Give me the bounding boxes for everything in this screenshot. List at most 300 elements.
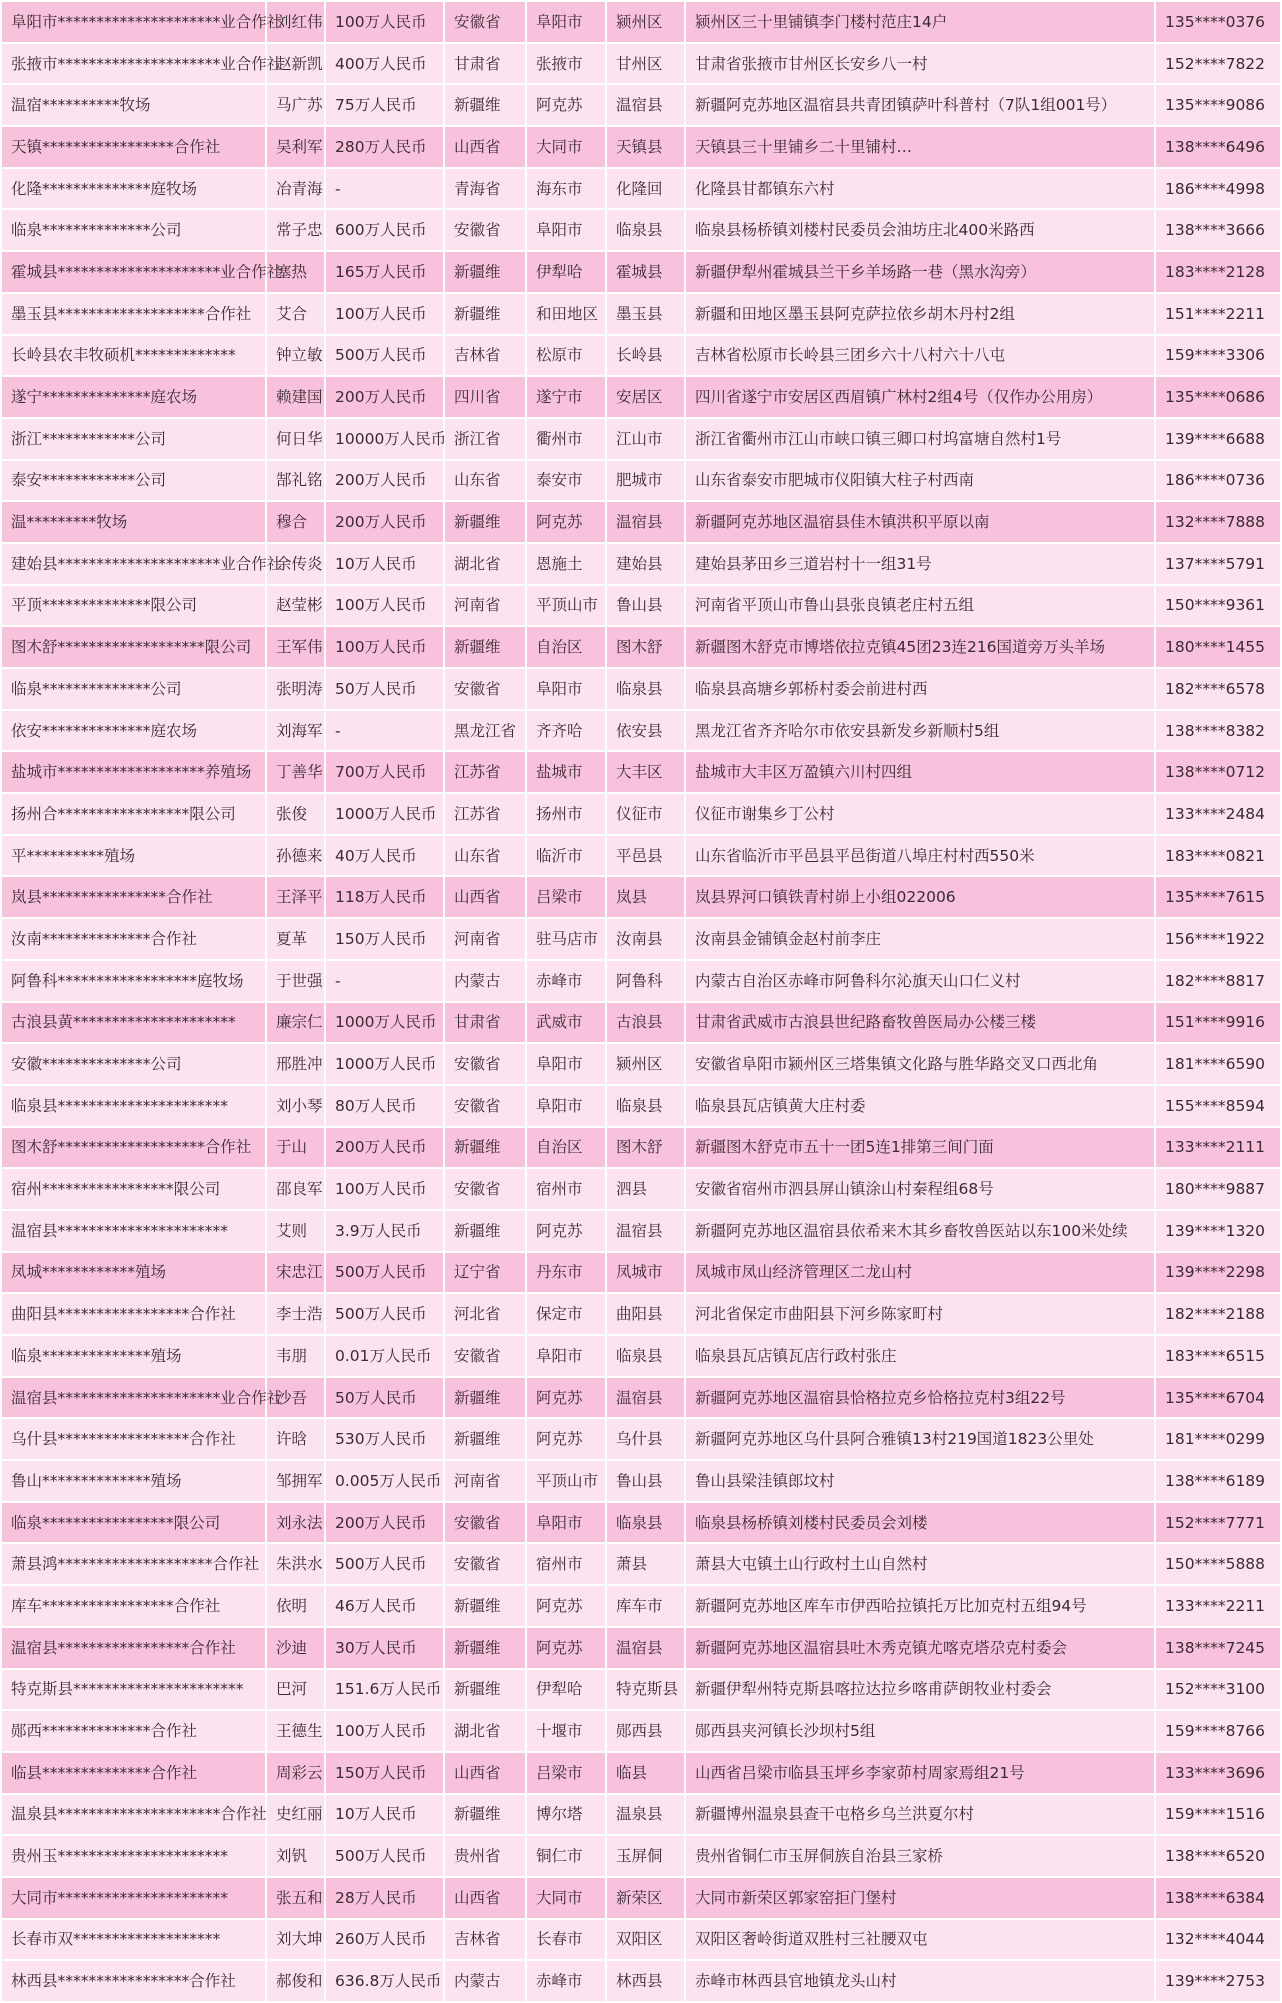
phone-cell: 133****3696 [1155,1752,1281,1794]
phone-cell: 138****7245 [1155,1627,1281,1669]
table-row [1,1627,1281,1669]
legal-rep-cell: 赵莹彬 [266,585,325,627]
registered-capital-cell: 1000万人民币 [325,1002,444,1044]
address-cell: 新疆和田地区墨玉县阿克萨拉依乡胡木丹村2组 [685,293,1155,335]
phone-cell: 138****6189 [1155,1460,1281,1502]
company-name-cell: 长岭县农丰牧硕机************* [1,335,266,377]
city-cell: 平顶山市 [526,585,606,627]
legal-rep-cell: 刘大坤 [266,1919,325,1961]
registered-capital-cell: - [325,710,444,752]
address-cell: 河北省保定市曲阳县下河乡陈家町村 [685,1293,1155,1335]
province-cell: 山东省 [444,835,526,877]
county-cell: 颍州区 [606,1,685,43]
phone-cell: 138****8382 [1155,710,1281,752]
county-cell: 泗县 [606,1168,685,1210]
county-cell: 依安县 [606,710,685,752]
table-row [1,1710,1281,1752]
legal-rep-cell: 沙吾 [266,1377,325,1419]
table-row [1,1794,1281,1836]
registered-capital-cell: 118万人民币 [325,876,444,918]
address-cell: 山东省泰安市肥城市仪阳镇大柱子村西南 [685,460,1155,502]
company-name-cell: 遂宁**************庭农场 [1,376,266,418]
city-cell: 阿克苏 [526,1377,606,1419]
province-cell: 辽宁省 [444,1252,526,1294]
company-name-cell: 天镇*****************合作社 [1,126,266,168]
legal-rep-cell: 王德生 [266,1710,325,1752]
city-cell: 博尔塔 [526,1794,606,1836]
registered-capital-cell: 530万人民币 [325,1418,444,1460]
registered-capital-cell: 280万人民币 [325,126,444,168]
address-cell: 盐城市大丰区万盈镇六川村四组 [685,751,1155,793]
company-name-cell: 温宿县*********************业合作社 [1,1377,266,1419]
province-cell: 吉林省 [444,335,526,377]
table-row [1,1377,1281,1419]
province-cell: 河北省 [444,1293,526,1335]
company-name-cell: 依安**************庭农场 [1,710,266,752]
phone-cell: 181****6590 [1155,1043,1281,1085]
province-cell: 新疆维 [444,1127,526,1169]
company-name-cell: 宿州*****************限公司 [1,1168,266,1210]
province-cell: 黑龙江省 [444,710,526,752]
province-cell: 新疆维 [444,1669,526,1711]
company-name-cell: 温*********牧场 [1,501,266,543]
legal-rep-cell: 郜礼铭 [266,460,325,502]
county-cell: 大丰区 [606,751,685,793]
legal-rep-cell: 赵新凯 [266,43,325,85]
phone-cell: 159****8766 [1155,1710,1281,1752]
phone-cell: 150****9361 [1155,585,1281,627]
address-cell: 新疆图木舒克市博塔依拉克镇45团23连216国道旁万头羊场 [685,626,1155,668]
registered-capital-cell: 100万人民币 [325,626,444,668]
phone-cell: 133****2111 [1155,1127,1281,1169]
legal-rep-cell: 穆合 [266,501,325,543]
city-cell: 宿州市 [526,1168,606,1210]
address-cell: 郧西县夹河镇长沙坝村5组 [685,1710,1155,1752]
city-cell: 临沂市 [526,835,606,877]
legal-rep-cell: 孙德来 [266,835,325,877]
address-cell: 临泉县杨桥镇刘楼村民委员会油坊庄北400米路西 [685,209,1155,251]
table-row [1,1460,1281,1502]
company-name-cell: 图木舒*******************限公司 [1,626,266,668]
city-cell: 大同市 [526,126,606,168]
phone-cell: 156****1922 [1155,918,1281,960]
registered-capital-cell: 40万人民币 [325,835,444,877]
address-cell: 吉林省松原市长岭县三团乡六十八村六十八屯 [685,335,1155,377]
legal-rep-cell: 艾合 [266,293,325,335]
table-row [1,84,1281,126]
city-cell: 盐城市 [526,751,606,793]
phone-cell: 159****1516 [1155,1794,1281,1836]
legal-rep-cell: 刘永法 [266,1502,325,1544]
table-row [1,1,1281,43]
company-name-cell: 临县**************合作社 [1,1752,266,1794]
province-cell: 吉林省 [444,1919,526,1961]
city-cell: 铜仁市 [526,1835,606,1877]
city-cell: 保定市 [526,1293,606,1335]
phone-cell: 159****3306 [1155,335,1281,377]
legal-rep-cell: 邹拥军 [266,1460,325,1502]
company-name-cell: 特克斯县********************** [1,1669,266,1711]
company-name-cell: 阜阳市*********************业合作社 [1,1,266,43]
registered-capital-cell: - [325,168,444,210]
province-cell: 青海省 [444,168,526,210]
company-name-cell: 建始县*********************业合作社 [1,543,266,585]
city-cell: 阿克苏 [526,501,606,543]
legal-rep-cell: 刘红伟 [266,1,325,43]
province-cell: 新疆维 [444,293,526,335]
table-row [1,293,1281,335]
city-cell: 自治区 [526,626,606,668]
province-cell: 新疆维 [444,501,526,543]
table-row [1,460,1281,502]
city-cell: 吕梁市 [526,1752,606,1794]
county-cell: 乌什县 [606,1418,685,1460]
company-name-cell: 温宿**********牧场 [1,84,266,126]
registered-capital-cell: 100万人民币 [325,293,444,335]
city-cell: 海东市 [526,168,606,210]
address-cell: 鲁山县梁洼镇郎坟村 [685,1460,1155,1502]
city-cell: 阿克苏 [526,1585,606,1627]
province-cell: 河南省 [444,585,526,627]
registered-capital-cell: 100万人民币 [325,1710,444,1752]
city-cell: 驻马店市 [526,918,606,960]
registered-capital-cell: 151.6万人民币 [325,1669,444,1711]
county-cell: 林西县 [606,1960,685,2002]
address-cell: 颍州区三十里铺镇李门楼村范庄14户 [685,1,1155,43]
table-body [1,1,1281,2002]
province-cell: 内蒙古 [444,960,526,1002]
table-row [1,1418,1281,1460]
county-cell: 特克斯县 [606,1669,685,1711]
province-cell: 贵州省 [444,1835,526,1877]
legal-rep-cell: 吴利军 [266,126,325,168]
county-cell: 平邑县 [606,835,685,877]
phone-cell: 180****1455 [1155,626,1281,668]
company-name-cell: 临泉县********************** [1,1085,266,1127]
county-cell: 临泉县 [606,1502,685,1544]
province-cell: 安徽省 [444,1,526,43]
address-cell: 凤城市凤山经济管理区二龙山村 [685,1252,1155,1294]
company-name-cell: 图木舒*******************合作社 [1,1127,266,1169]
phone-cell: 137****5791 [1155,543,1281,585]
county-cell: 古浪县 [606,1002,685,1044]
phone-cell: 182****8817 [1155,960,1281,1002]
table-row [1,251,1281,293]
legal-rep-cell: 何日华 [266,418,325,460]
address-cell: 萧县大屯镇土山行政村土山自然村 [685,1543,1155,1585]
table-row [1,1335,1281,1377]
legal-rep-cell: 廉宗仁 [266,1002,325,1044]
company-name-cell: 阿鲁科******************庭牧场 [1,960,266,1002]
table-row [1,1002,1281,1044]
company-name-cell: 临泉**************殖场 [1,1335,266,1377]
phone-cell: 152****7822 [1155,43,1281,85]
registered-capital-cell: 1000万人民币 [325,793,444,835]
table-row [1,1085,1281,1127]
address-cell: 贵州省铜仁市玉屏侗族自治县三家桥 [685,1835,1155,1877]
registered-capital-cell: 46万人民币 [325,1585,444,1627]
company-name-cell: 泰安************公司 [1,460,266,502]
county-cell: 临泉县 [606,1085,685,1127]
county-cell: 临泉县 [606,1335,685,1377]
address-cell: 临泉县瓦店镇瓦店行政村张庄 [685,1335,1155,1377]
county-cell: 鲁山县 [606,585,685,627]
registered-capital-cell: 100万人民币 [325,585,444,627]
table-row [1,1752,1281,1794]
phone-cell: 139****2298 [1155,1252,1281,1294]
company-name-cell: 平顶**************限公司 [1,585,266,627]
registered-capital-cell: 150万人民币 [325,918,444,960]
registered-capital-cell: 700万人民币 [325,751,444,793]
table-row [1,1543,1281,1585]
legal-rep-cell: 冶青海 [266,168,325,210]
county-cell: 临泉县 [606,668,685,710]
phone-cell: 138****6384 [1155,1877,1281,1919]
company-name-cell: 凤城************殖场 [1,1252,266,1294]
address-cell: 仪征市谢集乡丁公村 [685,793,1155,835]
phone-cell: 182****6578 [1155,668,1281,710]
phone-cell: 135****0686 [1155,376,1281,418]
legal-rep-cell: 余传炎 [266,543,325,585]
registered-capital-cell: 100万人民币 [325,1,444,43]
legal-rep-cell: 巴河 [266,1669,325,1711]
province-cell: 河南省 [444,918,526,960]
registered-capital-cell: 50万人民币 [325,668,444,710]
registered-capital-cell: 200万人民币 [325,1127,444,1169]
address-cell: 临泉县杨桥镇刘楼村民委员会刘楼 [685,1502,1155,1544]
legal-rep-cell: 丁善华 [266,751,325,793]
company-name-cell: 霍城县*********************业合作社 [1,251,266,293]
address-cell: 甘肃省武威市古浪县世纪路畜牧兽医局办公楼三楼 [685,1002,1155,1044]
table-row [1,1835,1281,1877]
city-cell: 阿克苏 [526,1627,606,1669]
company-name-cell: 岚县****************合作社 [1,876,266,918]
province-cell: 山西省 [444,876,526,918]
city-cell: 吕梁市 [526,876,606,918]
phone-cell: 181****0299 [1155,1418,1281,1460]
table-row [1,585,1281,627]
address-cell: 临泉县高塘乡郭桥村委会前进村西 [685,668,1155,710]
city-cell: 大同市 [526,1877,606,1919]
address-cell: 山东省临沂市平邑县平邑街道八埠庄村村西550米 [685,835,1155,877]
legal-rep-cell: 韦朋 [266,1335,325,1377]
county-cell: 仪征市 [606,793,685,835]
company-name-cell: 古浪县黄********************* [1,1002,266,1044]
registered-capital-cell: 200万人民币 [325,1502,444,1544]
address-cell: 新疆阿克苏地区乌什县阿合雅镇13村219国道1823公里处 [685,1418,1155,1460]
address-cell: 河南省平顶山市鲁山县张良镇老庄村五组 [685,585,1155,627]
city-cell: 长春市 [526,1919,606,1961]
county-cell: 建始县 [606,543,685,585]
registered-capital-cell: 10万人民币 [325,543,444,585]
company-name-cell: 张掖市*********************业合作社 [1,43,266,85]
registered-capital-cell: 200万人民币 [325,376,444,418]
registered-capital-cell: 0.005万人民币 [325,1460,444,1502]
city-cell: 赤峰市 [526,1960,606,2002]
registered-capital-cell: 260万人民币 [325,1919,444,1961]
city-cell: 武威市 [526,1002,606,1044]
city-cell: 松原市 [526,335,606,377]
county-cell: 图木舒 [606,1127,685,1169]
table-row [1,876,1281,918]
address-cell: 双阳区奢岭街道双胜村三社腰双屯 [685,1919,1155,1961]
table-row [1,1252,1281,1294]
legal-rep-cell: 于山 [266,1127,325,1169]
registered-capital-cell: 400万人民币 [325,43,444,85]
city-cell: 阿克苏 [526,1210,606,1252]
county-cell: 临县 [606,1752,685,1794]
table-row [1,43,1281,85]
registered-capital-cell: 1000万人民币 [325,1043,444,1085]
table-row [1,918,1281,960]
legal-rep-cell: 常子忠 [266,209,325,251]
registered-capital-cell: - [325,960,444,1002]
company-name-cell: 曲阳县*****************合作社 [1,1293,266,1335]
county-cell: 温宿县 [606,501,685,543]
phone-cell: 186****4998 [1155,168,1281,210]
city-cell: 阜阳市 [526,668,606,710]
registered-capital-cell: 80万人民币 [325,1085,444,1127]
province-cell: 湖北省 [444,543,526,585]
city-cell: 十堰市 [526,1710,606,1752]
legal-rep-cell: 周彩云 [266,1752,325,1794]
table-row [1,376,1281,418]
legal-rep-cell: 钟立敏 [266,335,325,377]
county-cell: 肥城市 [606,460,685,502]
county-cell: 阿鲁科 [606,960,685,1002]
legal-rep-cell: 艾则 [266,1210,325,1252]
county-cell: 温宿县 [606,1210,685,1252]
county-cell: 颍州区 [606,1043,685,1085]
address-cell: 新疆伊犁州特克斯县喀拉达拉乡喀甫萨朗牧业村委会 [685,1669,1155,1711]
county-cell: 岚县 [606,876,685,918]
company-name-cell: 临泉*****************限公司 [1,1502,266,1544]
company-name-cell: 长春市双******************* [1,1919,266,1961]
registered-capital-cell: 100万人民币 [325,1168,444,1210]
table-row [1,168,1281,210]
company-name-cell: 平**********殖场 [1,835,266,877]
table-row [1,960,1281,1002]
county-cell: 温宿县 [606,1627,685,1669]
province-cell: 新疆维 [444,1210,526,1252]
province-cell: 内蒙古 [444,1960,526,2002]
legal-rep-cell: 邢胜冲 [266,1043,325,1085]
address-cell: 浙江省衢州市江山市峡口镇三卿口村坞富塘自然村1号 [685,418,1155,460]
county-cell: 长岭县 [606,335,685,377]
phone-cell: 138****0712 [1155,751,1281,793]
table-row [1,126,1281,168]
address-cell: 新疆阿克苏地区库车市伊西哈拉镇托万比加克村五组94号 [685,1585,1155,1627]
phone-cell: 180****9887 [1155,1168,1281,1210]
legal-rep-cell: 宋忠江 [266,1252,325,1294]
company-name-cell: 鲁山**************殖场 [1,1460,266,1502]
phone-cell: 139****6688 [1155,418,1281,460]
county-cell: 双阳区 [606,1919,685,1961]
phone-cell: 138****3666 [1155,209,1281,251]
address-cell: 赤峰市林西县官地镇龙头山村 [685,1960,1155,2002]
county-cell: 萧县 [606,1543,685,1585]
county-cell: 库车市 [606,1585,685,1627]
city-cell: 和田地区 [526,293,606,335]
address-cell: 安徽省宿州市泗县屏山镇涂山村秦程组68号 [685,1168,1155,1210]
phone-cell: 135****0376 [1155,1,1281,43]
legal-rep-cell: 许晗 [266,1418,325,1460]
table-row [1,710,1281,752]
table-row [1,1877,1281,1919]
city-cell: 阜阳市 [526,1043,606,1085]
company-name-cell: 乌什县*****************合作社 [1,1418,266,1460]
city-cell: 阿克苏 [526,1418,606,1460]
table-row [1,751,1281,793]
county-cell: 汝南县 [606,918,685,960]
registered-capital-cell: 10万人民币 [325,1794,444,1836]
legal-rep-cell: 朱洪水 [266,1543,325,1585]
table-row [1,501,1281,543]
phone-cell: 151****2211 [1155,293,1281,335]
legal-rep-cell: 刘海军 [266,710,325,752]
address-cell: 山西省吕梁市临县玉坪乡李家茆村周家焉组21号 [685,1752,1155,1794]
county-cell: 温宿县 [606,84,685,126]
company-name-cell: 温泉县*********************合作社 [1,1794,266,1836]
city-cell: 阿克苏 [526,84,606,126]
company-name-cell: 汝南**************合作社 [1,918,266,960]
address-cell: 黑龙江省齐齐哈尔市依安县新发乡新顺村5组 [685,710,1155,752]
phone-cell: 152****3100 [1155,1669,1281,1711]
table-row [1,1168,1281,1210]
province-cell: 安徽省 [444,209,526,251]
table-row [1,1127,1281,1169]
table-row [1,1043,1281,1085]
phone-cell: 155****8594 [1155,1085,1281,1127]
phone-cell: 183****0821 [1155,835,1281,877]
table-row [1,1502,1281,1544]
legal-rep-cell: 张俊 [266,793,325,835]
city-cell: 宿州市 [526,1543,606,1585]
county-cell: 新荣区 [606,1877,685,1919]
address-cell: 新疆阿克苏地区温宿县吐木秀克镇尤喀克塔尕克村委会 [685,1627,1155,1669]
table-row [1,668,1281,710]
phone-cell: 138****6520 [1155,1835,1281,1877]
table-row [1,1585,1281,1627]
city-cell: 伊犁哈 [526,251,606,293]
legal-rep-cell: 马广苏 [266,84,325,126]
province-cell: 新疆维 [444,84,526,126]
registered-capital-cell: 75万人民币 [325,84,444,126]
county-cell: 临泉县 [606,209,685,251]
legal-rep-cell: 李士浩 [266,1293,325,1335]
province-cell: 湖北省 [444,1710,526,1752]
phone-cell: 133****2484 [1155,793,1281,835]
phone-cell: 183****2128 [1155,251,1281,293]
province-cell: 山西省 [444,1877,526,1919]
province-cell: 河南省 [444,1460,526,1502]
address-cell: 新疆阿克苏地区温宿县恰格拉克乡恰格拉克村3组22号 [685,1377,1155,1419]
table-row [1,626,1281,668]
city-cell: 齐齐哈 [526,710,606,752]
phone-cell: 182****2188 [1155,1293,1281,1335]
province-cell: 新疆维 [444,1794,526,1836]
address-cell: 内蒙古自治区赤峰市阿鲁科尔沁旗天山口仁义村 [685,960,1155,1002]
county-cell: 曲阳县 [606,1293,685,1335]
phone-cell: 186****0736 [1155,460,1281,502]
address-cell: 新疆阿克苏地区温宿县共青团镇萨叶科普村（7队1组001号） [685,84,1155,126]
province-cell: 江苏省 [444,793,526,835]
province-cell: 甘肃省 [444,1002,526,1044]
registered-capital-cell: 500万人民币 [325,1252,444,1294]
company-name-cell: 浙江************公司 [1,418,266,460]
legal-rep-cell: 史红丽 [266,1794,325,1836]
city-cell: 阜阳市 [526,1502,606,1544]
